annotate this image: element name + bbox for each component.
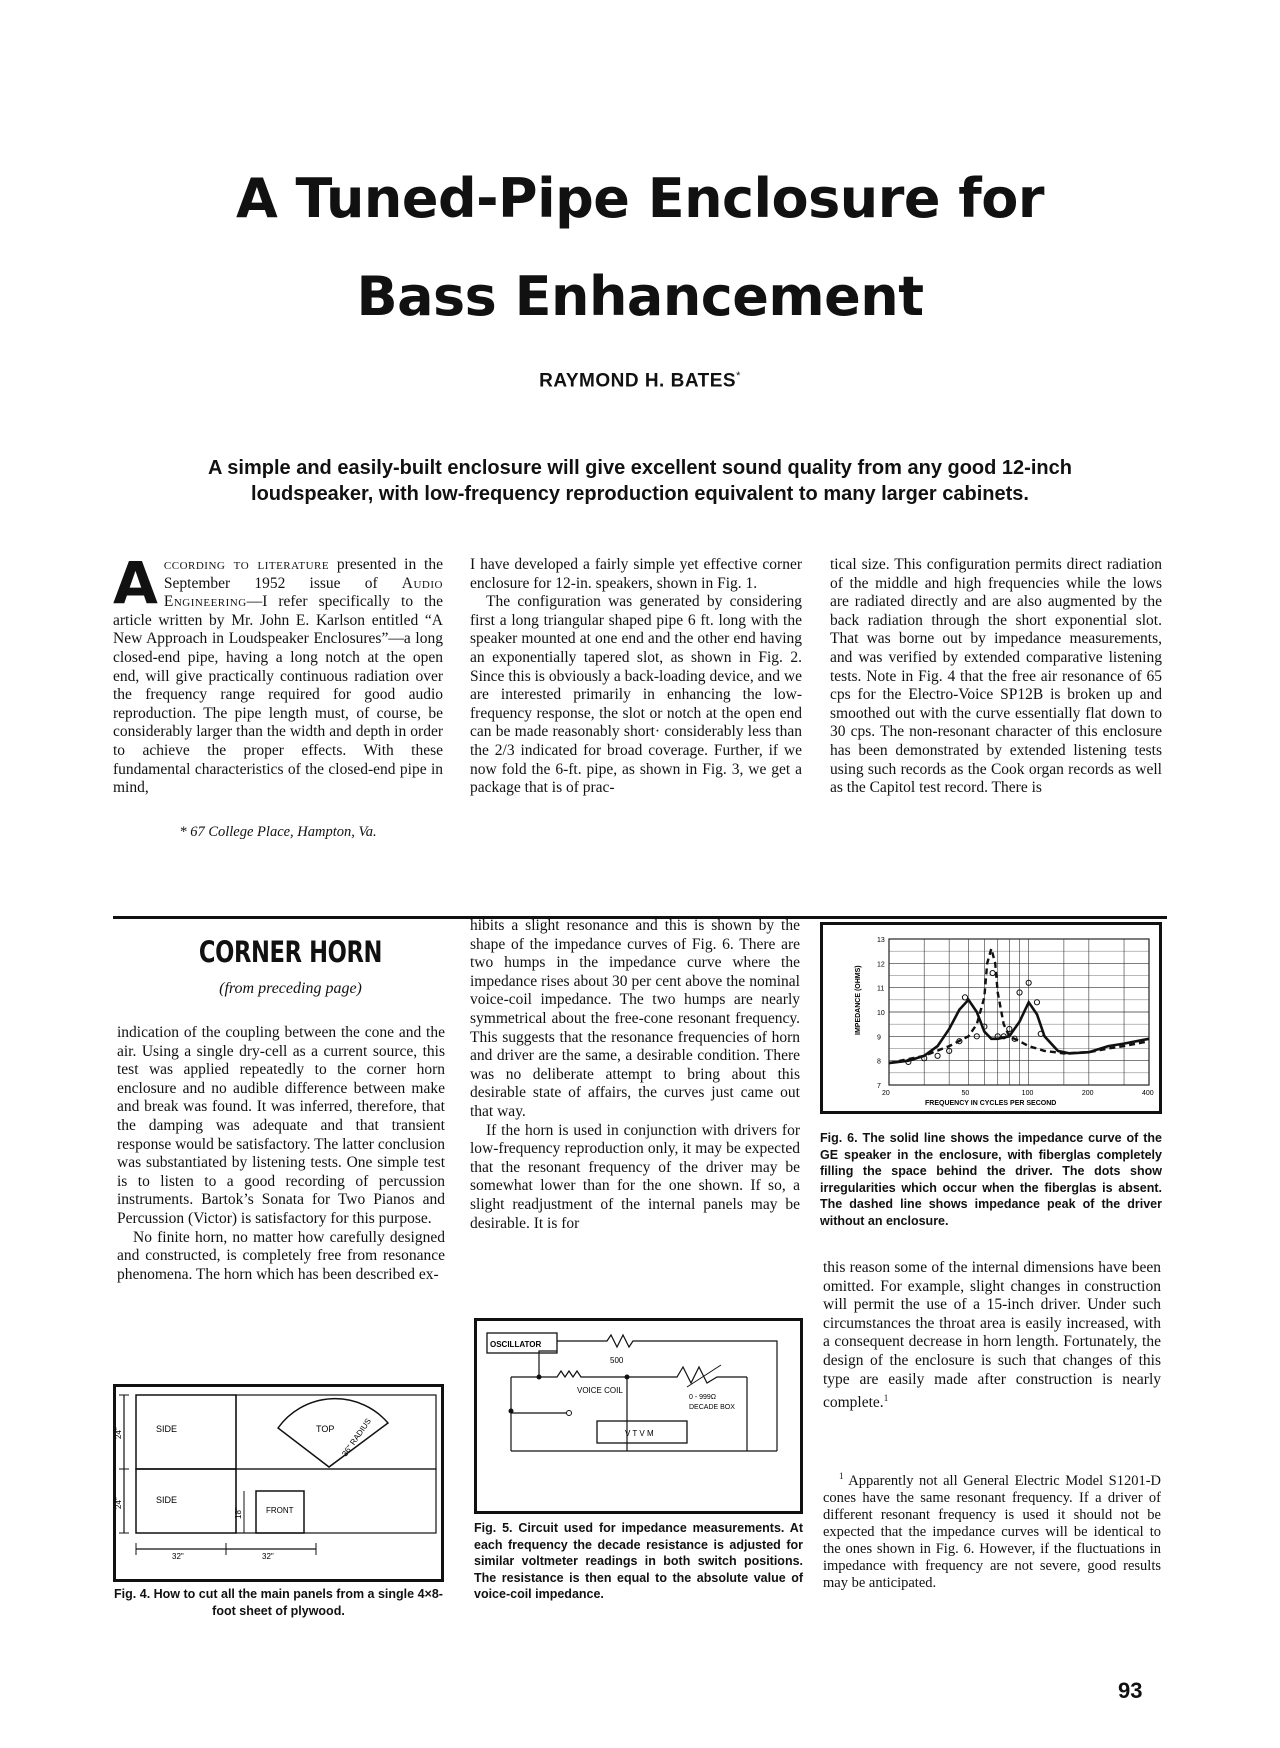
fig6-x-tick-label: 20 xyxy=(882,1090,890,1097)
drop-cap: A xyxy=(113,549,158,617)
col1-paragraph xyxy=(113,549,443,798)
fig6-x-tick-label: 100 xyxy=(1021,1090,1034,1097)
fig6-impedance-chart xyxy=(820,922,1162,1114)
middle-column xyxy=(470,917,800,1233)
corner-horn-heading: CORNER HORN xyxy=(198,935,383,969)
col2-paragraph-2: The configuration was generated by considering first a long triangular shaped pipe 6 ft. long with the speaker mounted at one end and the other end having an exponentially tapered slot, as shown in Fig. 2. Since this is obviously a back-loading device, and we are interested primarily in enhancing the low-frequency response, the slot or notch at the open end can be made reasonably short· considerably less than the 2/3 indicated for broad coverage. Further, if we now fold the 6-ft. pipe, as shown in Fig. 3, we get a package that is of prac- xyxy=(470,593,802,797)
col1-text-a: presented in the September 1952 issue of xyxy=(163,556,443,592)
fig4-label-radius: 36" RADIUS xyxy=(340,1416,373,1459)
title-line-1: A Tuned-Pipe Enclosure for xyxy=(235,167,1045,230)
fig4-dim-32-right: 32" xyxy=(262,1552,274,1561)
fig6-x-axis-label: FREQUENCY IN CYCLES PER SECOND xyxy=(925,1100,1057,1107)
mid-paragraph-1: hibits a slight resonance and this is shown by the shape of the impedance curves of Fig. 6. There are two humps in the impedance curve where the impedance rises about 30 per cent above the nominal voice-coil impedance. The two humps are nearly symmetrical about the free-cone resonant frequency. This suggests that the resonance frequencies of horn and driver are the same, a desirable condition. There was no deliberate attempt to bring about this desirable state of affairs, the curves just came out that way. xyxy=(470,917,800,1120)
fig4-drawing xyxy=(116,1387,441,1579)
col1-text-b: —I refer specifically to the article written by Mr. John E. Karlson entitled “A New Approach in Loudspeaker Enclosures”—a long closed-end pipe, having a long notch at the open end, will give practically continuous radiation over the frequency range required for good audio reproduction. The pipe length must, of course, be considerably larger than the width and depth in order to achieve the proper effects. With these fundamental characteristics of the closed-end pipe in mind, xyxy=(113,593,443,797)
page-number: 93 xyxy=(1118,1678,1143,1703)
fig6-y-tick-label: 9 xyxy=(877,1034,881,1042)
fig6-y-tick-label: 11 xyxy=(877,985,885,993)
fig4-dim-18: 18" xyxy=(234,1507,243,1519)
fig5-circuit-diagram xyxy=(474,1318,803,1514)
fig6-y-tick-label: 8 xyxy=(877,1058,881,1066)
fig4-dim-24-bottom: 24" xyxy=(114,1497,123,1509)
fig4-side-panel-1 xyxy=(136,1395,236,1469)
fig4-label-side-1: SIDE xyxy=(156,1424,178,1434)
fig5-vtvm-label: V T V M xyxy=(625,1429,654,1438)
right-footnote-text: Apparently not all General Electric Model S1201-D cones have the same resonant frequency. If a driver of different resonant frequency is used it should not be expected that the impedance curves will be identical to the ones shown in Fig. 6. However, if the fluctuations in impedance with frequency are not severe, good results may be anticipated. xyxy=(823,1472,1162,1591)
fig6-caption-text: Fig. 6. The solid line shows the impedance curve of the GE speaker in the enclosure, with fiberglas completely filling the space behind the driver. The dots show irregularities which occur when the fiberglas is absent. The dashed line shows impedance peak of the driver without an enclosure. xyxy=(820,1131,1162,1228)
fig4-dim-24-top: 24" xyxy=(114,1427,123,1439)
fig6-y-tick-label: 13 xyxy=(877,937,885,944)
lead-in: ccording to literature xyxy=(163,556,330,573)
fig4-caption: Fig. 4. How to cut all the main panels from a single 4×8-foot sheet of plywood. xyxy=(114,1587,443,1618)
fig6-x-tick-label: 400 xyxy=(1142,1090,1154,1097)
right-footnote-paragraph xyxy=(823,1468,1161,1592)
fig5-resistor-label: 500 xyxy=(610,1356,624,1365)
fig6-y-axis-label: IMPEDANCE (OHMS) xyxy=(855,965,862,1035)
journal-name: Audio Engineering xyxy=(163,574,443,611)
fig4-top-area xyxy=(236,1395,436,1469)
article-deck: A simple and easily-built enclosure will give excellent sound quality from any good 12-inch loudspeaker, with low-frequency reproduction equivalent to many larger cabinets. xyxy=(208,457,1072,505)
fig5-decade-label: DECADE BOX xyxy=(689,1404,735,1411)
right-column xyxy=(823,1259,1161,1413)
fig5-decade-wire xyxy=(627,1367,747,1383)
fig6-x-tick-label: 200 xyxy=(1081,1090,1094,1097)
fig4-lower-area xyxy=(236,1469,436,1533)
col3-paragraph-1: tical size. This configuration permits direct radiation of the middle and high frequencies while the lows are radiated directly and are also augmented by the back radiation through the short exponential slot. That was borne out by impedance measurements, and was verified by extended comparative listening tests. Note in Fig. 4 that the free air resonance of 65 cps for the Electro-Voice SP12B is broken up and smoothed out with the curve essentially flat down to 30 cps. The non-resonant character of this enclosure has been demonstrated by extended listening tests using such records as the Cook organ records as well as the Capitol test record. There is xyxy=(830,556,1162,797)
column-3 xyxy=(830,556,1162,798)
author-byline xyxy=(0,370,1280,392)
right-footnote-mark: 1 xyxy=(839,1471,844,1481)
fig6-dot-point xyxy=(935,1053,940,1058)
fig6-caption xyxy=(820,1130,1162,1229)
fig6-series xyxy=(889,949,1149,1065)
fig4-label-top: TOP xyxy=(316,1424,335,1434)
corner-paragraph-2: No finite horn, no matter how carefully designed and constructed, is completely free from resonance phenomena. The horn which has been described ex- xyxy=(117,1228,445,1283)
author-footnote-mark: * xyxy=(736,370,741,382)
corner-paragraph-1: indication of the coupling between the cone and the air. Using a single dry-cell as a current source, this test was applied repeatedly to the corner horn enclosure and no audible difference between make and break was found. It was inferred, therefore, that the damping was adequate and that transient response would be satisfactory. The latter conclusion was substantiated by listening tests. One simple test is to listen to a good recording of percussion instruments. Bartok’s Sonata for Two Pianos and Percussion (Victor) is satisfactory for this purpose. xyxy=(117,1024,445,1227)
right-paragraph-1 xyxy=(823,1259,1161,1413)
fig6-y-tick-label: 10 xyxy=(877,1010,885,1017)
column-1 xyxy=(113,549,443,798)
fig5-voice-coil-label: VOICE COIL xyxy=(577,1386,623,1395)
fig5-caption: Fig. 5. Circuit used for impedance measurements. At each frequency the decade resistance is adjusted for similar voltmeter readings in both switch positions. The resistance is then equal to the absolute value of voice-coil impedance. xyxy=(474,1521,803,1601)
right-paragraph-text: this reason some of the internal dimensions have been omitted. For example, slight changes in construction will permit the use of a 15-inch driver. Under such circumstances the throat area is easily increased, with a consequent decrease in horn length. Fortunately, the design of the enclosure is such that changes of this type are easily made after construction is nearly complete. xyxy=(823,1259,1161,1412)
corner-horn-column xyxy=(117,1024,445,1284)
fig4-panel-diagram xyxy=(113,1384,444,1582)
fig5-decade-range: 0 - 999Ω xyxy=(689,1394,717,1401)
fig5-drawing xyxy=(477,1321,800,1511)
title-line-2: Bass Enhancement xyxy=(356,265,924,328)
col2-paragraph-1: I have developed a fairly simple yet effective corner enclosure for 12-in. speakers, shown in Fig. 1. xyxy=(470,556,802,592)
fig6-dot-point xyxy=(962,995,967,1000)
fig4-label-side-2: SIDE xyxy=(156,1495,178,1505)
fig6-chart-svg xyxy=(823,925,1159,1111)
fig6-grid xyxy=(889,939,1149,1085)
right-footnote xyxy=(823,1468,1161,1592)
right-footnote-ref: 1 xyxy=(883,1393,889,1404)
fig6-dot-point xyxy=(990,970,995,975)
fig6-y-tick-label: 7 xyxy=(877,1083,881,1090)
fig6-x-tick-label: 50 xyxy=(961,1090,970,1097)
column-2 xyxy=(470,556,802,798)
mid-paragraph-2: If the horn is used in conjunction with drivers for low-frequency reproduction only, it may be expected that the resonant frequency of the driver may be somewhat lower than for the one shown. If so, a slight readjustment of the internal panels may be desirable. It is for xyxy=(470,1121,800,1232)
fig4-dim-32-left: 32" xyxy=(172,1552,184,1561)
author-address-footnote: * 67 College Place, Hampton, Va. xyxy=(179,824,377,840)
author-name: RAYMOND H. BATES xyxy=(539,370,737,392)
article-title xyxy=(0,150,1280,346)
fig5-oscillator-label: OSCILLATOR xyxy=(490,1340,542,1349)
fig4-label-front: FRONT xyxy=(266,1506,294,1515)
fig4-side-panel-2 xyxy=(136,1469,236,1533)
fig6-dot-point xyxy=(1034,1000,1039,1005)
corner-horn-continued-note: (from preceding page) xyxy=(219,980,362,997)
fig6-y-tick-label: 12 xyxy=(877,961,885,969)
